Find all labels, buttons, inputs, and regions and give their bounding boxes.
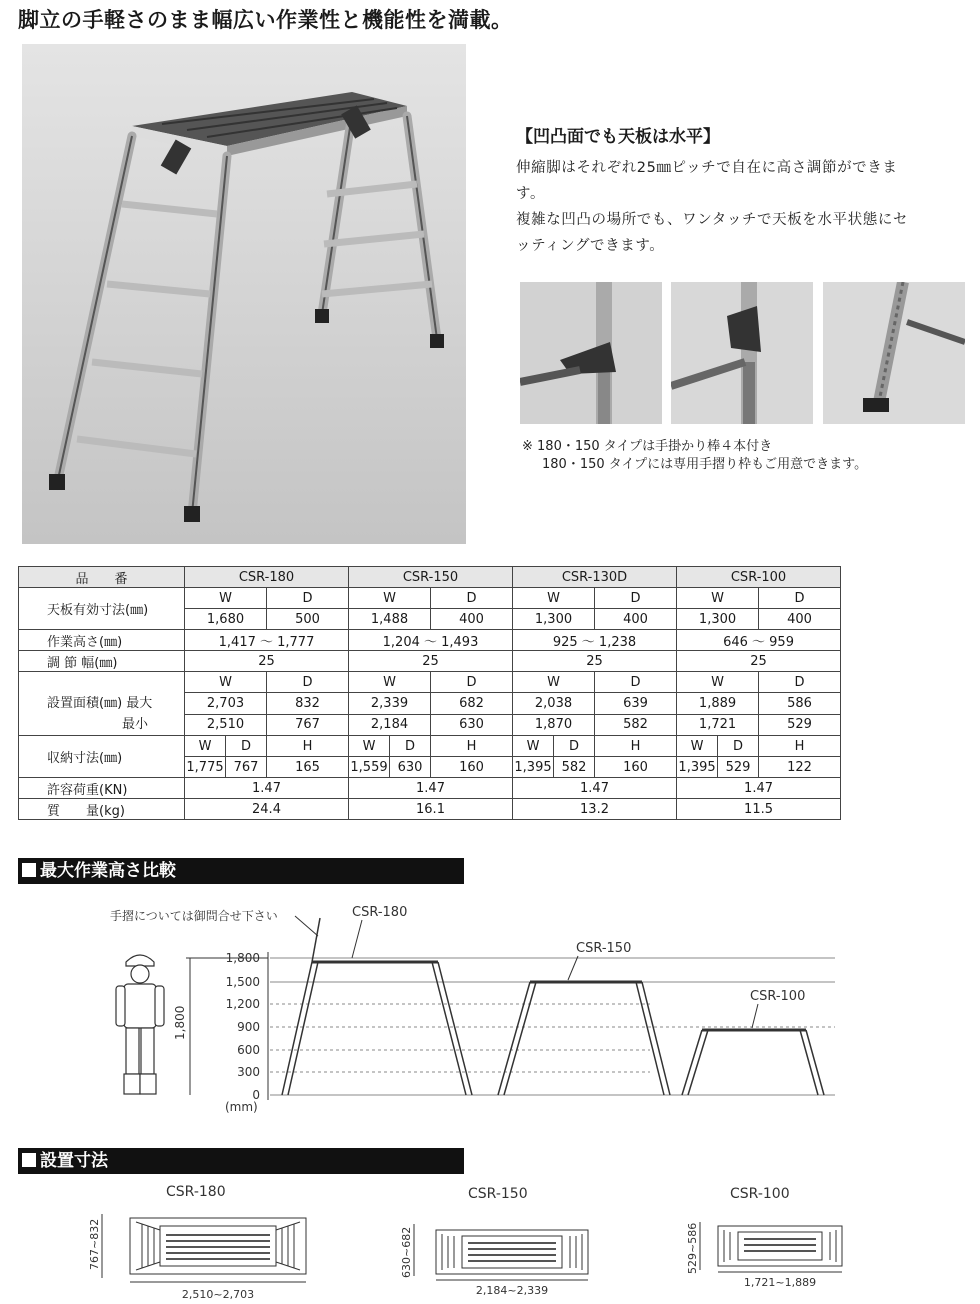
cell: W: [513, 736, 554, 757]
detail-photo-3: [823, 282, 965, 424]
cell: 925 ～ 1,238: [513, 630, 677, 651]
cell: 832: [267, 693, 349, 714]
cell: 24.4: [185, 799, 349, 820]
cell: 1,721: [677, 714, 759, 735]
cell: 1,680: [185, 609, 267, 630]
ladder-csr-150: [498, 982, 670, 1095]
cell: D: [390, 736, 431, 757]
cell: 1,870: [513, 714, 595, 735]
layout-csr-180: [86, 1210, 326, 1304]
detail-photo-2: [671, 282, 813, 424]
table-row: [19, 672, 841, 693]
cell: D: [431, 588, 513, 609]
row-label: 作業高さ(㎜): [19, 630, 185, 651]
feature-line: 伸縮脚はそれぞれ25㎜ピッチで自在に高さ調節ができま: [516, 160, 898, 176]
layout-csr-150: [398, 1216, 598, 1304]
layout-depth: 767~832: [88, 1218, 101, 1270]
cell: W: [513, 588, 595, 609]
model-label: CSR-150: [576, 941, 632, 956]
axis-tick: 1,500: [225, 975, 260, 989]
section-title: 設置寸法: [40, 1151, 108, 1171]
layout-width: 2,510~2,703: [181, 1288, 255, 1301]
cell: 122: [759, 757, 841, 778]
axis-tick: 300: [237, 1065, 260, 1079]
cell: 1.47: [185, 778, 349, 799]
row-label: 天板有効寸法(㎜): [19, 588, 185, 630]
cell: 16.1: [349, 799, 513, 820]
cell: 11.5: [677, 799, 841, 820]
cell: D: [226, 736, 267, 757]
cell: H: [759, 736, 841, 757]
model-header: CSR-130D: [513, 567, 677, 588]
cell: W: [677, 588, 759, 609]
row-label: 質 量(kg): [19, 799, 185, 820]
worker-figure: [116, 955, 164, 1094]
cell: 13.2: [513, 799, 677, 820]
cell: 630: [390, 757, 431, 778]
cell: 1,488: [349, 609, 431, 630]
cell: H: [595, 736, 677, 757]
cell: W: [185, 736, 226, 757]
install-min-label: 最小: [121, 717, 148, 732]
page-headline: 脚立の手軽さのまま幅広い作業性と機能性を満載。: [18, 8, 513, 32]
cell: 165: [267, 757, 349, 778]
cell: W: [185, 588, 267, 609]
cell: 529: [759, 714, 841, 735]
cell: W: [677, 672, 759, 693]
cell: 25: [677, 651, 841, 672]
cell: 1,395: [513, 757, 554, 778]
layout-model: CSR-100: [730, 1186, 790, 1202]
axis-tick: 0: [252, 1088, 260, 1102]
feature-title: 【凹凸面でも天板は水平】: [516, 127, 720, 147]
section-title: 最大作業高さ比較: [40, 861, 176, 881]
table-row: [19, 588, 841, 609]
layout-depth: 529~586: [686, 1222, 699, 1274]
cell: W: [677, 736, 718, 757]
cell: 2,703: [185, 693, 267, 714]
cell: D: [718, 736, 759, 757]
height-comparison-diagram: [90, 900, 850, 1120]
cell: 1,559: [349, 757, 390, 778]
table-row: [19, 630, 841, 651]
cell: H: [431, 736, 513, 757]
layout-depth: 630~682: [400, 1226, 413, 1278]
person-height: 1,800: [173, 1005, 187, 1040]
cell: W: [513, 672, 595, 693]
table-row: [19, 567, 841, 588]
cell: 25: [513, 651, 677, 672]
feature-line: す。: [516, 186, 546, 202]
cell: 767: [226, 757, 267, 778]
table-row: [19, 799, 841, 820]
cell: 1.47: [513, 778, 677, 799]
feature-body: [516, 155, 968, 259]
feature-block: [516, 122, 968, 259]
spec-table: [18, 566, 841, 820]
square-icon: [22, 1153, 36, 1167]
model-label: CSR-180: [352, 905, 408, 920]
ladder-csr-180: [282, 918, 472, 1095]
install-max-label: 設置面積(㎜) 最大: [47, 696, 153, 711]
row-label: 収納寸法(㎜): [19, 736, 185, 778]
cell: 1,889: [677, 693, 759, 714]
cell: 1,300: [513, 609, 595, 630]
cell: 1,417 ～ 1,777: [185, 630, 349, 651]
cell: 25: [349, 651, 513, 672]
table-row: [19, 778, 841, 799]
axis-unit: (mm): [225, 1100, 258, 1114]
cell: W: [349, 588, 431, 609]
cell: 767: [267, 714, 349, 735]
table-row: [19, 651, 841, 672]
row-label: 調 節 幅(㎜): [19, 651, 185, 672]
notes: [522, 438, 867, 474]
cell: 1.47: [349, 778, 513, 799]
cell: D: [595, 672, 677, 693]
cell: 682: [431, 693, 513, 714]
axis-tick: 600: [237, 1043, 260, 1057]
ladder-csr-100: [682, 1030, 824, 1095]
cell: 646 ～ 959: [677, 630, 841, 651]
product-photo: [22, 44, 466, 544]
cell: 1,395: [677, 757, 718, 778]
cell: D: [554, 736, 595, 757]
feature-line: 複雑な凹凸の場所でも、ワンタッチで天板を水平状態にセ: [516, 212, 909, 228]
row-label-install: [19, 672, 185, 736]
cell: 2,038: [513, 693, 595, 714]
cell: 2,184: [349, 714, 431, 735]
layout-model: CSR-180: [166, 1184, 226, 1200]
cell: 400: [759, 609, 841, 630]
cell: 630: [431, 714, 513, 735]
cell: W: [349, 736, 390, 757]
layout-model: CSR-150: [468, 1186, 528, 1202]
model-header: CSR-100: [677, 567, 841, 588]
axis-tick: 1,800: [225, 951, 260, 965]
cell: 400: [595, 609, 677, 630]
cell: D: [759, 672, 841, 693]
cell: 2,339: [349, 693, 431, 714]
cell: 2,510: [185, 714, 267, 735]
cell: 1.47: [677, 778, 841, 799]
axis-tick: 900: [237, 1020, 260, 1034]
feature-line: ッティングできます。: [516, 238, 665, 254]
axis-tick: 1,200: [225, 997, 260, 1011]
cell: W: [185, 672, 267, 693]
cell: 160: [595, 757, 677, 778]
cell: W: [349, 672, 431, 693]
cell: 500: [267, 609, 349, 630]
cell: D: [267, 588, 349, 609]
detail-photo-1: [520, 282, 662, 424]
cell: 1,775: [185, 757, 226, 778]
cell: 400: [431, 609, 513, 630]
note-line: ※ 180・150 タイプは手掛かり棒４本付き: [522, 439, 773, 454]
layout-width: 2,184~2,339: [475, 1284, 549, 1297]
square-icon: [22, 863, 36, 877]
model-header: CSR-180: [185, 567, 349, 588]
cell: 586: [759, 693, 841, 714]
header-label: 品 番: [19, 567, 185, 588]
cell: 25: [185, 651, 349, 672]
handrail-note: 手摺については御問合せ下さい: [110, 909, 278, 923]
table-row: [19, 736, 841, 757]
note-line: 180・150 タイプには専用手摺り枠もご用意できます。: [542, 457, 868, 472]
model-label: CSR-100: [750, 989, 806, 1004]
cell: D: [759, 588, 841, 609]
row-label: 許容荷重(KN): [19, 778, 185, 799]
cell: 529: [718, 757, 759, 778]
cell: 1,300: [677, 609, 759, 630]
cell: D: [267, 672, 349, 693]
layout-csr-100: [684, 1216, 854, 1304]
layout-width: 1,721~1,889: [743, 1276, 817, 1289]
cell: 639: [595, 693, 677, 714]
section-header-layout: [18, 1148, 464, 1174]
model-header: CSR-150: [349, 567, 513, 588]
cell: 582: [554, 757, 595, 778]
section-header-height: [18, 858, 464, 884]
cell: 160: [431, 757, 513, 778]
cell: D: [595, 588, 677, 609]
cell: 1,204 ～ 1,493: [349, 630, 513, 651]
cell: 582: [595, 714, 677, 735]
cell: H: [267, 736, 349, 757]
cell: D: [431, 672, 513, 693]
